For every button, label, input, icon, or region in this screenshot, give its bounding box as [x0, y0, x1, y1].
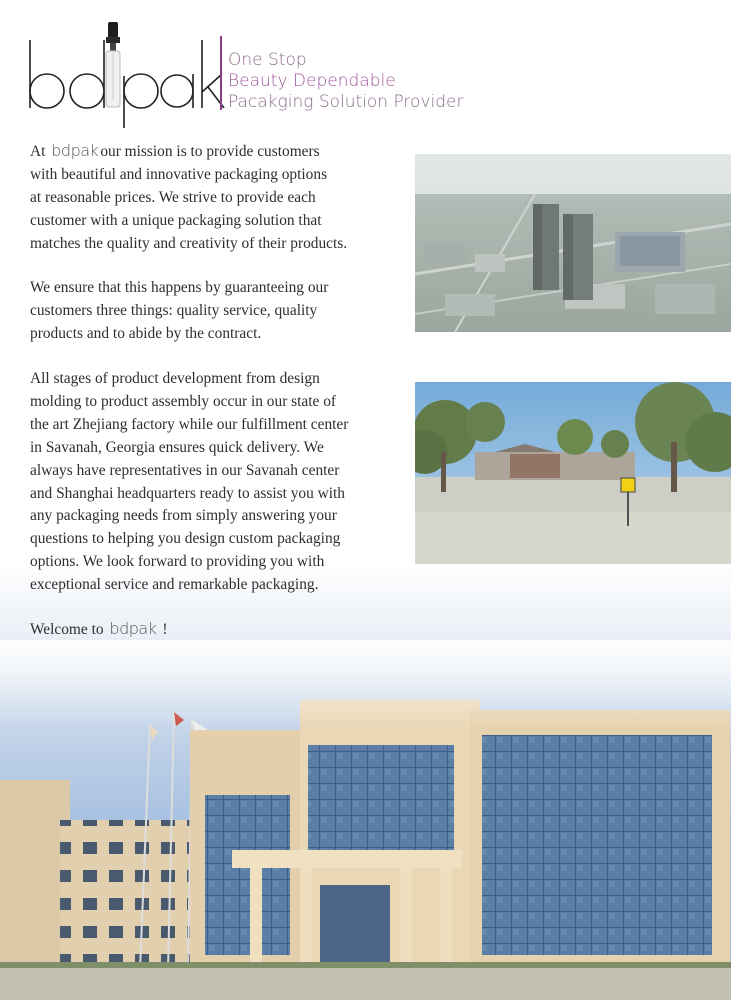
mission-line-2: with beautiful and innovative packaging options	[30, 165, 328, 183]
welcome-brand-logo: bdpak	[109, 619, 157, 638]
tagline-divider	[220, 36, 222, 110]
welcome-line	[30, 618, 408, 642]
savannah-fulfillment-center-photo	[415, 382, 731, 564]
operations-line-9: options. We look forward to providing you with	[30, 553, 325, 571]
tagline	[228, 50, 463, 113]
operations-line-10: exceptional service and remarkable packaging.	[30, 576, 319, 594]
aerial-industrial-park-photo	[415, 154, 731, 332]
operations-line-7: any packaging needs from simply answering your	[30, 507, 337, 525]
dropper-bottle-icon	[26, 18, 226, 130]
guarantee-line-2: customers three things: quality service, quality	[30, 301, 318, 319]
mission-line-3: at reasonable prices. We strive to provide each	[30, 188, 316, 206]
guarantee-line-3: products and to abide by the contract.	[30, 324, 262, 342]
mission-paragraph	[30, 140, 408, 256]
tagline-line-2: Beauty Dependable	[228, 71, 396, 91]
operations-line-2: molding to product assembly occur in our state of	[30, 392, 337, 410]
welcome-suffix: !	[162, 621, 168, 638]
operations-paragraph	[30, 368, 408, 597]
tagline-line-3: Pacakging Solution Provider	[228, 92, 464, 112]
operations-line-8: questions to helping you design custom packaging	[30, 530, 341, 548]
mission-line-1: our mission is to provide customers	[100, 143, 320, 160]
mission-line-5: matches the quality and creativity of their products.	[30, 234, 348, 252]
inline-brand-logo: bdpak	[51, 141, 99, 160]
operations-line-3: the art Zhejiang factory while our fulfillment center	[30, 415, 349, 433]
headquarters-building-photo	[0, 640, 731, 1000]
operations-line-4: in Savanah, Georgia ensures quick delivery. We	[30, 438, 324, 456]
operations-line-5: always have representatives in our Savanah center	[30, 461, 340, 479]
operations-line-6: and Shanghai headquarters ready to assist you with	[30, 484, 346, 502]
operations-line-1: All stages of product development from design	[30, 370, 320, 387]
tagline-line-1: One Stop	[228, 50, 307, 70]
mission-prefix: At	[30, 143, 46, 160]
mission-line-4: customer with a unique packaging solution that	[30, 211, 322, 229]
brand-logo	[26, 18, 226, 130]
welcome-prefix: Welcome to	[30, 621, 104, 638]
guarantee-paragraph	[30, 277, 408, 346]
guarantee-line-1: We ensure that this happens by guaranteeing our	[30, 279, 329, 296]
